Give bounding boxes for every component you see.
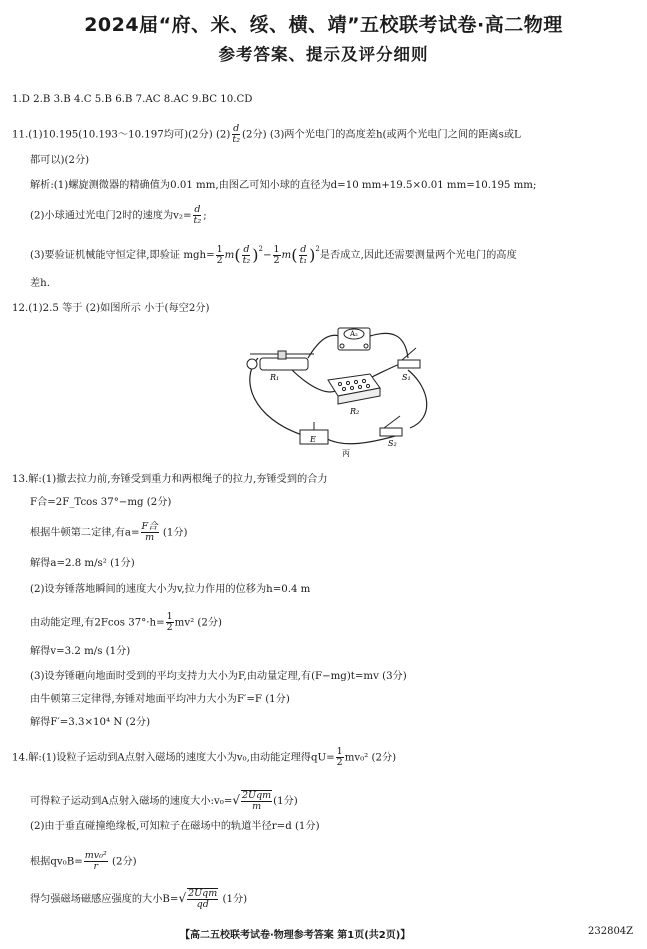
diagram-caption: 丙 [342, 449, 350, 458]
q13-line-10: 解得F′=3.3×10⁴ N (2分) [30, 717, 151, 728]
resistance-box-r2 [328, 374, 380, 404]
q11-fraction: $\frac{d}{\text{t₂}}$ [232, 123, 241, 145]
footer-code: 232804Z [588, 926, 634, 937]
q14-line-2: 可得粒子运动到A点射入磁场的速度大小:v₀=√ $\frac{\text{2Uqm}}{m}$ (1分) [30, 790, 298, 812]
q13-line-5: (2)设夯锤落地瞬间的速度大小为v,拉力作用的位移为h=0.4 m [30, 584, 311, 595]
q14-line-4: 根据qv₀B= $\frac{\text{mv₀²}}{r}$ (2分) [30, 850, 137, 872]
q13-line-3: 根据牛顿第二定律,有a= $\frac{\text{F合}}{m}$ (1分) [30, 521, 188, 543]
wire-middle-right [370, 363, 402, 378]
q11-line-4: (2)小球通过光电门2时的速度为v₂= $\frac{d}{\text{t₂}}$ ; [30, 204, 207, 226]
q11-line-1: 11.(1)10.195(10.193～10.197均可)(2分) (2) $\frac{d}{\text{t₂}}$ (2分) (3)两个光电门的高度差h(或两个光电门之间的距离s或L [12, 123, 521, 145]
q13-line-1: 13.解:(1)撤去拉力前,夯锤受到重力和两根绳子的拉力,夯锤受到的合力 [12, 474, 328, 485]
q14-line-3: (2)由于垂直碰撞绝缘板,可知粒子在磁场中的轨道半径r=d (1分) [30, 821, 320, 832]
q11-line-2: 都可以)(2分) [30, 155, 90, 166]
q13-line-6: 由动能定理,有2Fcos 37°·h= $\frac{1}{2}$ mv² (2分) [30, 611, 223, 633]
choice-answers: 1.D 2.B 3.B 4.C 5.B 6.B 7.AC 8.AC 9.BC 10.CD [12, 94, 253, 105]
q12-line-1: 12.(1)2.5 等于 (2)如图所示 小于(每空2分) [12, 303, 210, 314]
q11-line-3: 解析:(1)螺旋测微器的精确值为0.01 mm,由图乙可知小球的直径为d=10 mm+19.5×0.01 mm=10.195 mm; [30, 180, 537, 191]
rheostat-r1 [247, 351, 314, 370]
q14-line-5: 得匀强磁场磁感应强度的大小B=√ $\frac{\text{2Uqm}}{qd}$ (1分) [30, 888, 248, 910]
q13-line-9: 由牛顿第三定律得,夯锤对地面平均冲力大小为F′=F (1分) [30, 694, 290, 705]
label-s1: S₁ [402, 373, 411, 382]
page-title: 2024届“府、米、绥、横、靖”五校联考试卷·高二物理 [84, 14, 563, 36]
q13-line-2: F合=2F_Tcos 37°−mg (2分) [30, 497, 172, 508]
q13-line-4: 解得a=2.8 m/s² (1分) [30, 558, 135, 569]
q13-line-7: 解得v=3.2 m/s (1分) [30, 646, 131, 657]
q11-line-5: (3)要验证机械能守恒定律,即验证 mgh= $\frac{1}{2}$ m( $\frac{d}{\text{t₂}}$ )$^2$− $\frac{1}{2}$ m( $\frac{d}{\text{t₁}}$ )$^2$是否成立,因此还需要测量两个光电门的高度 [30, 243, 517, 266]
label-a2: A₂ [350, 330, 358, 338]
page-subtitle: 参考答案、提示及评分细则 [218, 45, 429, 64]
circuit-diagram [230, 318, 440, 458]
label-s2: S₂ [388, 439, 397, 448]
switch-s1 [398, 348, 420, 368]
wire-right [408, 370, 427, 428]
label-r2: R₂ [350, 407, 360, 416]
switch-s2 [380, 416, 402, 436]
label-e: E [310, 435, 316, 444]
wire-top-left [308, 335, 340, 358]
q14-line-1: 14.解:(1)设粒子运动到A点射入磁场的速度大小为v₀,由动能定理得qU= $\frac{1}{2}$ mv₀² (2分) [12, 746, 397, 768]
wire-top-right [370, 333, 408, 358]
q11-line-6: 差h. [30, 278, 50, 289]
label-r1: R₁ [270, 373, 280, 382]
q13-line-8: (3)设夯锤砸向地面时受到的平均支持力大小为F,由动量定理,有(F−mg)t=mv (3分) [30, 671, 407, 682]
footer-center: 【高二五校联考试卷·物理参考答案 第1页(共2页)】 [180, 930, 411, 941]
wire-bottom [325, 436, 395, 444]
